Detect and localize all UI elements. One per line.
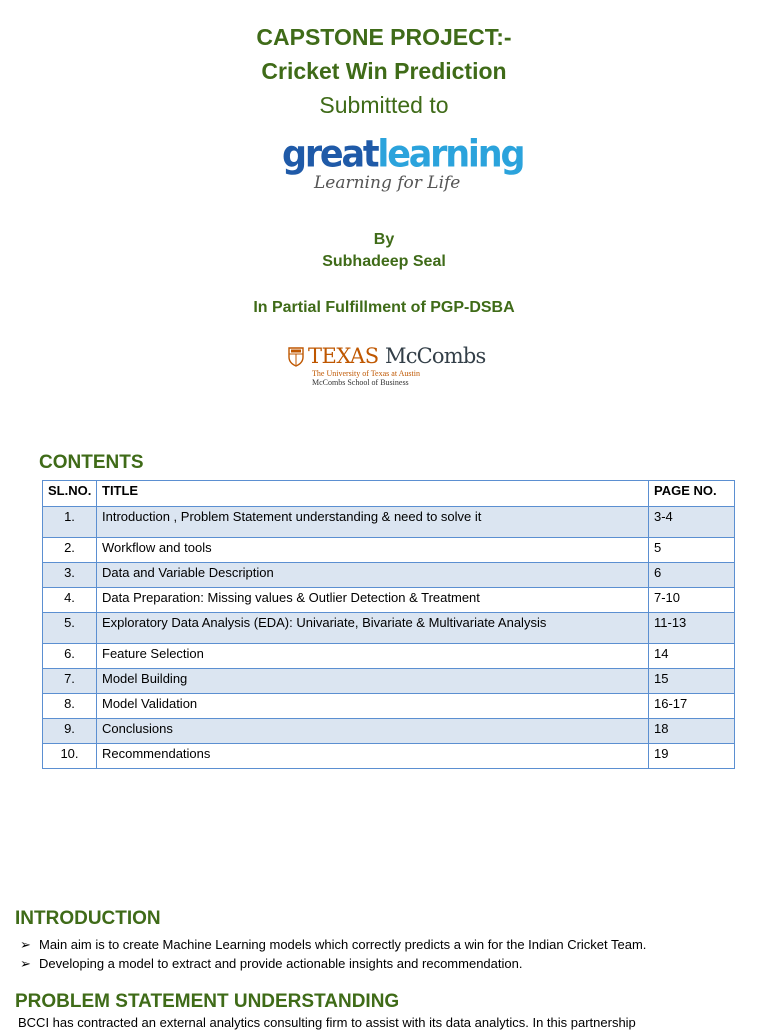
row-page: 3-4 xyxy=(649,507,735,538)
row-page: 7-10 xyxy=(649,588,735,613)
table-row xyxy=(43,644,735,669)
logo-great-text: great xyxy=(282,133,378,177)
ut-austin-subtitle: The University of Texas at Austin xyxy=(312,369,420,378)
table-row xyxy=(43,538,735,563)
row-page: 16-17 xyxy=(649,694,735,719)
row-title: Conclusions xyxy=(97,719,649,744)
fulfillment-text: In Partial Fulfillment of PGP-DSBA xyxy=(253,299,515,316)
column-header-title: TITLE xyxy=(97,481,649,507)
table-header-row xyxy=(43,481,735,507)
row-page: 19 xyxy=(649,744,735,769)
mccombs-wordmark: McCombs xyxy=(385,344,486,368)
row-page: 15 xyxy=(649,669,735,694)
author-name: Subhadeep Seal xyxy=(322,253,446,270)
texas-wordmark: TEXAS xyxy=(308,344,379,368)
row-page: 6 xyxy=(649,563,735,588)
row-title: Recommendations xyxy=(97,744,649,769)
ut-shield-icon xyxy=(288,347,304,367)
row-slno: 9. xyxy=(43,719,97,744)
row-slno: 5. xyxy=(43,613,97,644)
introduction-heading: INTRODUCTION xyxy=(15,908,161,929)
arrow-bullet-icon: ➢ xyxy=(20,956,31,971)
cover-title-line1: CAPSTONE PROJECT:- xyxy=(256,24,512,50)
row-title: Data Preparation: Missing values & Outlier Detection & Treatment xyxy=(97,588,649,613)
table-row xyxy=(43,613,735,644)
cover-title-line2: Cricket Win Prediction xyxy=(261,58,507,84)
table-row xyxy=(43,744,735,769)
row-page: 18 xyxy=(649,719,735,744)
texas-mccombs-logo xyxy=(288,345,498,390)
problem-statement-heading: PROBLEM STATEMENT UNDERSTANDING xyxy=(15,991,400,1012)
submitted-to-label: Submitted to xyxy=(319,92,449,118)
row-title: Exploratory Data Analysis (EDA): Univariate, Bivariate & Multivariate Analysis xyxy=(97,613,649,644)
row-slno: 2. xyxy=(43,538,97,563)
by-label: By xyxy=(373,231,395,248)
contents-table xyxy=(42,480,735,769)
row-title: Introduction , Problem Statement understanding & need to solve it xyxy=(97,507,649,538)
arrow-bullet-icon: ➢ xyxy=(20,937,31,952)
row-page: 14 xyxy=(649,644,735,669)
row-title: Model Building xyxy=(97,669,649,694)
bullet-text: Main aim is to create Machine Learning models which correctly predicts a win for the Indian Cricket Team. xyxy=(39,937,647,952)
table-row xyxy=(43,669,735,694)
table-row xyxy=(43,588,735,613)
row-slno: 6. xyxy=(43,644,97,669)
table-row xyxy=(43,694,735,719)
row-slno: 8. xyxy=(43,694,97,719)
contents-heading: CONTENTS xyxy=(39,452,144,473)
greatlearning-logo xyxy=(282,133,524,197)
row-title: Model Validation xyxy=(97,694,649,719)
list-item xyxy=(20,954,646,973)
row-title: Data and Variable Description xyxy=(97,563,649,588)
bullet-text: Developing a model to extract and provide actionable insights and recommendation. xyxy=(39,956,523,971)
row-slno: 10. xyxy=(43,744,97,769)
greatlearning-wordmark xyxy=(282,133,524,177)
row-page: 5 xyxy=(649,538,735,563)
introduction-bullets xyxy=(20,935,646,973)
column-header-slno: SL.NO. xyxy=(43,481,97,507)
list-item xyxy=(20,935,646,954)
row-page: 11-13 xyxy=(649,613,735,644)
row-slno: 7. xyxy=(43,669,97,694)
table-row xyxy=(43,719,735,744)
column-header-page: PAGE NO. xyxy=(649,481,735,507)
mccombs-school-subtitle: McCombs School of Business xyxy=(312,378,409,387)
logo-tagline: Learning for Life xyxy=(314,173,461,193)
row-slno: 1. xyxy=(43,507,97,538)
problem-statement-text: BCCI has contracted an external analytics consulting firm to assist with its data analytics. In this partnership xyxy=(18,1015,636,1030)
row-slno: 3. xyxy=(43,563,97,588)
logo-learning-text: learning xyxy=(377,133,524,177)
row-slno: 4. xyxy=(43,588,97,613)
row-title: Feature Selection xyxy=(97,644,649,669)
table-row xyxy=(43,507,735,538)
row-title: Workflow and tools xyxy=(97,538,649,563)
table-row xyxy=(43,563,735,588)
